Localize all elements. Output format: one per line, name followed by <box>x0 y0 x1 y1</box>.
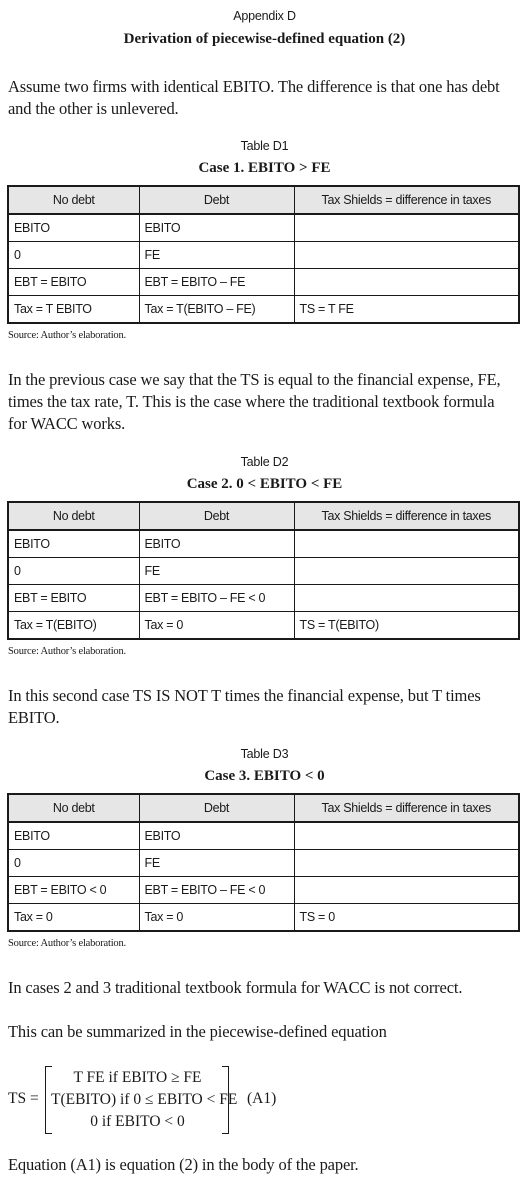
table-cell <box>294 850 519 877</box>
table-cell: EBT = EBITO < 0 <box>8 877 139 904</box>
table-row <box>8 612 519 640</box>
table-cell: Tax = 0 <box>8 904 139 932</box>
column-header: Debt <box>139 186 294 214</box>
table-cell: EBT = EBITO – FE <box>139 269 294 296</box>
table-d1-caption: Case 1. EBITO > FE <box>198 160 331 176</box>
closing-paragraph: Equation (A1) is equation (2) in the body of the paper. <box>8 1155 359 1174</box>
column-header: Tax Shields = difference in taxes <box>294 794 519 822</box>
table-row <box>8 877 519 904</box>
document-title: Derivation of piecewise-defined equation (2) <box>123 31 406 47</box>
table-d3-caption: Case 3. EBITO < 0 <box>204 768 325 784</box>
table-cell: FE <box>139 850 294 877</box>
table-cell <box>294 558 519 585</box>
column-header: No debt <box>8 186 139 214</box>
table-cell: TS = T(EBITO) <box>294 612 519 640</box>
table-d2 <box>7 501 520 640</box>
equation-tag: (A1) <box>247 1090 277 1107</box>
equation-case: T(EBITO) if 0 ≤ EBITO < FE <box>51 1091 238 1108</box>
table-d3-number: Table D3 <box>240 747 289 761</box>
column-header: No debt <box>8 502 139 530</box>
table-cell: FE <box>139 242 294 269</box>
table-row <box>8 558 519 585</box>
table-d3-source: Source: Author’s elaboration. <box>8 938 126 949</box>
table-row <box>8 296 519 324</box>
paragraph-line: In the previous case we say that the TS is equal to the financial expense, FE, <box>8 370 501 389</box>
table-cell <box>294 214 519 242</box>
table-row <box>8 530 519 558</box>
table-cell <box>294 530 519 558</box>
intro-line: Assume two firms with identical EBITO. The difference is that one has debt <box>8 77 500 96</box>
table-cell: Tax = 0 <box>139 612 294 640</box>
table-header-row <box>8 186 519 214</box>
column-header: Tax Shields = difference in taxes <box>294 502 519 530</box>
table-cell: EBITO <box>139 214 294 242</box>
table-cell: 0 <box>8 850 139 877</box>
table-d2-number: Table D2 <box>240 455 289 469</box>
table-row <box>8 242 519 269</box>
table-row <box>8 214 519 242</box>
table-cell: TS = T FE <box>294 296 519 324</box>
table-cell: 0 <box>8 558 139 585</box>
table-cell: EBT = EBITO – FE < 0 <box>139 585 294 612</box>
table-cell <box>294 822 519 850</box>
table-cell: EBT = EBITO <box>8 269 139 296</box>
table-cell: EBITO <box>139 530 294 558</box>
table-d1 <box>7 185 520 324</box>
intro-paragraph <box>8 76 522 120</box>
table-cell: EBITO <box>8 822 139 850</box>
table-cell: EBT = EBITO <box>8 585 139 612</box>
table-cell: Tax = T(EBITO – FE) <box>139 296 294 324</box>
column-header: Tax Shields = difference in taxes <box>294 186 519 214</box>
summary-paragraph: This can be summarized in the piecewise-defined equation <box>8 1022 387 1041</box>
cases-paragraph: In cases 2 and 3 traditional textbook formula for WACC is not correct. <box>8 978 463 997</box>
paragraph-line: for WACC works. <box>8 414 126 433</box>
table-row <box>8 269 519 296</box>
table-d2-source: Source: Author’s elaboration. <box>8 646 126 657</box>
equation-case: 0 if EBITO < 0 <box>90 1113 185 1130</box>
table-cell: Tax = 0 <box>139 904 294 932</box>
table-cell <box>294 269 519 296</box>
equation-cases <box>51 1067 238 1133</box>
appendix-label: Appendix D <box>233 9 296 23</box>
table-cell: 0 <box>8 242 139 269</box>
equation-case: T FE if EBITO ≥ FE <box>73 1069 202 1086</box>
table-cell: Tax = T EBITO <box>8 296 139 324</box>
column-header: No debt <box>8 794 139 822</box>
table-header-row <box>8 794 519 822</box>
table-cell: EBITO <box>139 822 294 850</box>
paragraph-line: times the tax rate, T. This is the case where the traditional textbook formula <box>8 392 495 411</box>
piecewise-equation <box>8 1066 308 1134</box>
paragraph-line: EBITO. <box>8 708 60 727</box>
table-row <box>8 850 519 877</box>
table-cell: Tax = T(EBITO) <box>8 612 139 640</box>
column-header: Debt <box>139 794 294 822</box>
right-bracket <box>222 1066 229 1134</box>
table-cell <box>294 585 519 612</box>
table-row <box>8 904 519 932</box>
table-d3 <box>7 793 520 932</box>
table-d1-number: Table D1 <box>240 139 289 153</box>
intro-line: and the other is unlevered. <box>8 99 179 118</box>
table-row <box>8 585 519 612</box>
table-header-row <box>8 502 519 530</box>
equation-lhs: TS = <box>8 1090 39 1107</box>
case2-paragraph <box>8 685 522 729</box>
table-cell: EBITO <box>8 214 139 242</box>
table-d1-source: Source: Author’s elaboration. <box>8 330 126 341</box>
table-cell: TS = 0 <box>294 904 519 932</box>
column-header: Debt <box>139 502 294 530</box>
case1-paragraph <box>8 369 522 435</box>
table-cell: FE <box>139 558 294 585</box>
table-cell <box>294 877 519 904</box>
table-cell <box>294 242 519 269</box>
table-row <box>8 822 519 850</box>
table-cell: EBITO <box>8 530 139 558</box>
table-d2-caption: Case 2. 0 < EBITO < FE <box>186 476 343 492</box>
paragraph-line: In this second case TS IS NOT T times the financial expense, but T times <box>8 686 481 705</box>
table-cell: EBT = EBITO – FE < 0 <box>139 877 294 904</box>
